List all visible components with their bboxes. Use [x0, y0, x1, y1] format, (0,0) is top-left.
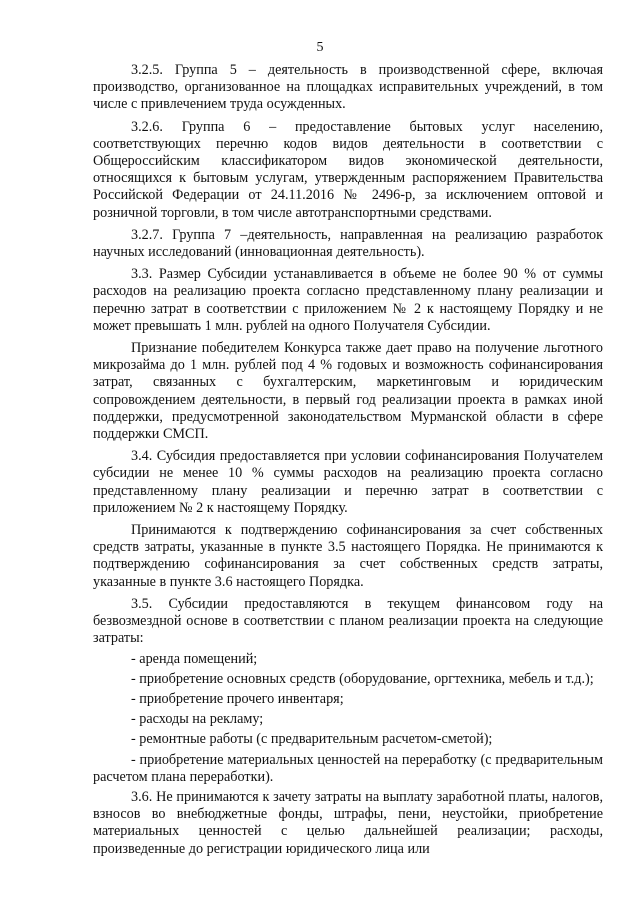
list-item: - ремонтные работы (с предварительным расчетом-сметой);	[131, 731, 493, 748]
list-item: - приобретение основных средств (оборудование, оргтехника, мебель и т.д.);	[131, 670, 594, 687]
list-item: - расходы на рекламу;	[131, 711, 264, 728]
paragraph-3-3: 3.3. Размер Субсидии устанавливается в объеме не более 90 % от суммы расходов на реализацию проекта согласно представленному плану реализации и перечню затрат в соответствии с приложением № 2 к настоящему Порядку и не может превышать 1 млн. рублей на одного Получателя Субсидии.	[93, 266, 603, 334]
paragraph-3-6: 3.6. Не принимаются к зачету затраты на выплату заработной платы, налогов, взносов во внебюджетные фонды, штрафы, пени, неустойки, приобретение материальных ценностей с целью дальнейшей реализации; расходы, произведенные до регистрации юридического лица или	[93, 788, 603, 857]
paragraph-3-2-6: 3.2.6. Группа 6 – предоставление бытовых услуг населению, соответствующих перечню кодов видов деятельности в соответствии с Общероссийским классификатором видов экономической деятельности, относящихся к бытовым услугам, утвержденным распоряжением Правительства Российской Федерации от 24.11.2016 № 2496-р, за исключением оптовой и розничной торговли, в том числе автотранспортными средствами.	[93, 118, 603, 221]
paragraph-contest-winner: Признание победителем Конкурса также дает право на получение льготного микрозайма до 1 млн. рублей под 4 % годовых и возможность софинансирования затрат, связанных с бухгалтерским, маркетинговым и юридическим сопровождением деятельности, в первый год реализации проекта в рамках иной поддержки, предусмотренной законодательством Мурманской области в сфере поддержки СМСП.	[93, 340, 603, 443]
paragraph-3-5: 3.5. Субсидии предоставляются в текущем финансовом году на безвозмездной основе в соответствии с планом реализации проекта на следующие затраты:	[93, 595, 603, 647]
paragraph-3-2-7: 3.2.7. Группа 7 –деятельность, направленная на реализацию разработок научных исследований (инновационная деятельность).	[93, 226, 603, 261]
list-item: - приобретение прочего инвентаря;	[131, 690, 344, 707]
paragraph-3-2-5: 3.2.5. Группа 5 – деятельность в производственной сфере, включая производство, организованное на площадках исправительных учреждений, в том числе с привлечением труда осужденных.	[93, 62, 603, 113]
page-number: 5	[316, 40, 324, 55]
paragraph-cofinancing: Принимаются к подтверждению софинансирования за счет собственных средств затраты, указанные в пункте 3.5 настоящего Порядка. Не принимаются к подтверждению софинансирования за счет собственных средств затраты, указанные в пункте 3.6 настоящего Порядка.	[93, 522, 603, 590]
list-item: - приобретение материальных ценностей на переработку (с предварительным расчетом плана переработки).	[93, 751, 603, 785]
paragraph-3-4: 3.4. Субсидия предоставляется при условии софинансирования Получателем субсидии не менее 10 % суммы расходов на реализацию проекта согласно представленному плану реализации и перечню затрат в соответствии с приложением № 2 к настоящему Порядку.	[93, 448, 603, 516]
document-body	[93, 62, 603, 863]
list-item: - аренда помещений;	[131, 650, 258, 667]
